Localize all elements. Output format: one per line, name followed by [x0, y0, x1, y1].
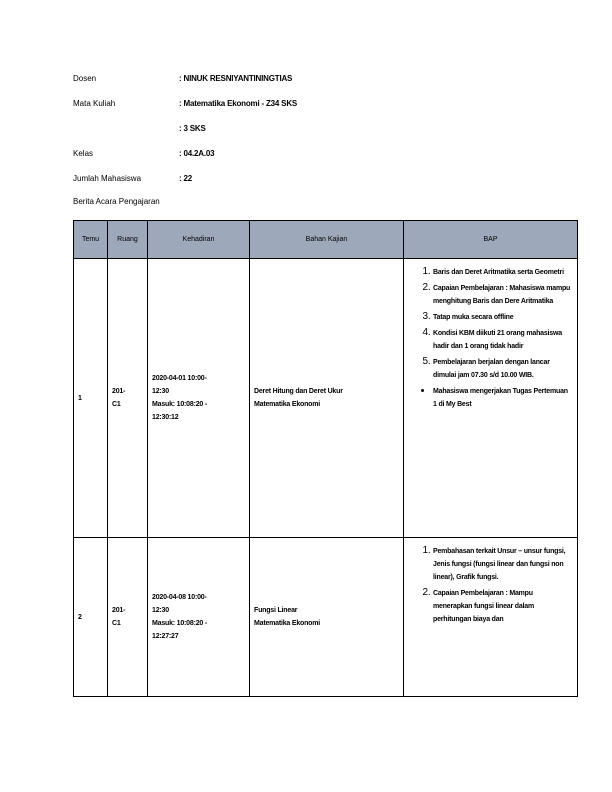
list-item-text: Mahasiswa mengerjakan Tugas Pertemuan 1 di My Best	[433, 388, 568, 408]
list-item-text: Pembelajaran berjalan dengan lancar dimulai jam 07.30 s/d 10.00 WIB.	[433, 359, 550, 379]
header-bahan-kajian: Bahan Kajian	[250, 221, 404, 259]
cell-line: Matematika Ekonomi	[254, 401, 321, 408]
cell-line: 12:27:27	[152, 633, 179, 640]
cell-line: C1	[112, 401, 121, 408]
header-ruang: Ruang	[108, 221, 148, 259]
header-bap: BAP	[404, 221, 578, 259]
list-item	[433, 544, 573, 584]
info-value: : 04.2A.03	[179, 149, 215, 158]
bap-list	[408, 544, 573, 626]
bap-list	[408, 265, 573, 411]
list-item	[433, 310, 573, 324]
table-row	[74, 538, 578, 697]
table-row	[74, 259, 578, 538]
list-item-text: Capaian Pembelajaran : Mampu menerapkan fungsi linear dalam perhitungan biaya dan	[433, 590, 534, 623]
info-value: : 22	[179, 174, 192, 183]
cell-temu: 2	[74, 538, 108, 697]
info-label: Mata Kuliah	[73, 99, 116, 108]
list-item	[433, 326, 573, 353]
bap-table	[73, 220, 578, 697]
cell-line: C1	[112, 620, 121, 627]
cell-kehadiran	[148, 538, 250, 697]
cell-line: 12:30:12	[152, 414, 179, 421]
list-item-text: Pembahasan terkait Unsur – unsur fungsi, Jenis fungsi (fungsi linear dan fungsi non linear), Grafik fungsi.	[433, 548, 566, 581]
list-item	[433, 384, 573, 411]
cell-line: 12:30	[152, 388, 169, 395]
info-label: Jumlah Mahasiswa	[73, 174, 142, 183]
cell-bap	[404, 538, 578, 697]
list-item-text: Capaian Pembelajaran : Mahasiswa mampu menghitung Baris dan Dere Aritmatika	[433, 285, 571, 305]
info-value: : NINUK RESNIYANTININGTIAS	[179, 74, 293, 83]
cell-line: 201-	[112, 607, 126, 614]
cell-temu: 1	[74, 259, 108, 538]
section-title: Berita Acara Pengajaran	[73, 197, 160, 206]
info-value: : Matematika Ekonomi - Z34 SKS	[179, 99, 298, 108]
table-header-row	[74, 221, 578, 259]
cell-ruang	[108, 538, 148, 697]
cell-line: 201-	[112, 388, 126, 395]
info-value: : 3 SKS	[179, 124, 206, 133]
cell-line: Masuk: 10:08:20 -	[152, 620, 207, 627]
cell-kehadiran	[148, 259, 250, 538]
info-label: Dosen	[73, 74, 97, 83]
cell-line: Matematika Ekonomi	[254, 620, 321, 627]
info-label: Kelas	[73, 149, 94, 158]
list-item	[433, 586, 573, 626]
cell-line: Deret Hitung dan Deret Ukur	[254, 388, 343, 395]
cell-bahan-kajian	[250, 538, 404, 697]
list-item-text: Tatap muka secara offline	[433, 314, 514, 321]
cell-line: Masuk: 10:08:20 -	[152, 401, 207, 408]
list-item	[433, 281, 573, 308]
cell-line: 2020-04-08 10:00-	[152, 594, 207, 601]
cell-line: 12:30	[152, 607, 169, 614]
cell-bap	[404, 259, 578, 538]
list-item-text: Kondisi KBM diikuti 21 orang mahasiswa hadir dan 1 orang tidak hadir	[433, 330, 562, 350]
list-item	[433, 265, 573, 279]
list-item	[433, 355, 573, 382]
list-item-text: Baris dan Deret Aritmatika serta Geometri	[433, 269, 564, 276]
header-temu: Temu	[74, 221, 108, 259]
cell-ruang	[108, 259, 148, 538]
header-kehadiran: Kehadiran	[148, 221, 250, 259]
cell-line: 2020-04-01 10:00-	[152, 375, 207, 382]
cell-line: Fungsi Linear	[254, 607, 298, 614]
cell-bahan-kajian	[250, 259, 404, 538]
